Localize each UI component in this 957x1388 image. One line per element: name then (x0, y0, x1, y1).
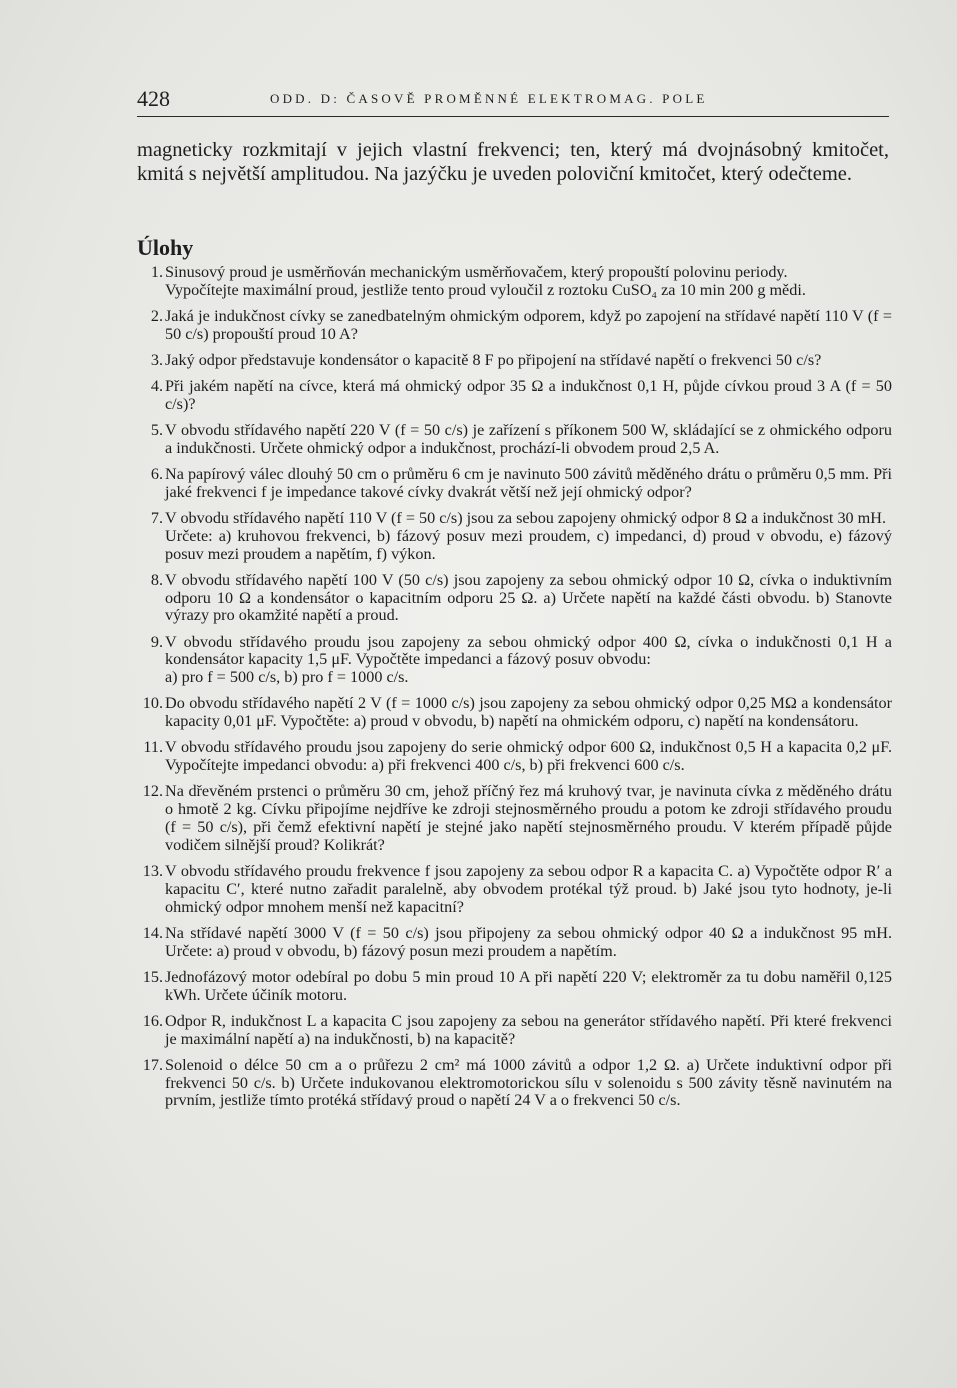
exercise-text: Určete: a) kruhovou frekvenci, b) fázový posuv mezi proudem, c) impedanci, d) proud v obvodu, e) fázový posuv mezi proudem a napětím, f) výkon. (165, 526, 892, 563)
exercise-item (137, 352, 892, 370)
exercise-text: a) pro f = 500 c/s, b) pro f = 1000 c/s. (165, 668, 409, 687)
exercise-text: Solenoid o délce 50 cm a o průřezu 2 cm² má 1000 závitů a odpor 1,2 Ω. a) Určete induktivní odpor při frekvenci 50 c/s. b) Určete indukovanou elektromotorickou sílu v solenoidu s 500 závity těsně navinutém na prvním, jestliže tímto protéká střídavý proud o napětí 24 V a o frekvenci 50 c/s. (165, 1055, 892, 1110)
exercise-text: Jednofázový motor odebíral po dobu 5 min proud 10 A při napětí 220 V; elektroměr za tu dobu naměřil 0,125 kWh. Určete účiník motoru. (165, 967, 892, 1004)
exercise-item (137, 695, 892, 731)
exercise-item (137, 634, 892, 687)
exercise-number: 11. (143, 738, 163, 757)
exercise-text: Sinusový proud je usměrňován mechanickým usměrňovačem, který propouští polovinu periody. (165, 263, 788, 281)
page-number: 428 (137, 86, 170, 111)
exercise-item (137, 739, 892, 775)
exercise-number: 6. (150, 465, 163, 484)
exercise-text: Při jakém napětí na cívce, která má ohmický odpor 35 Ω a indukčnost 0,1 H, půjde cívkou proud 3 A (f = 50 c/s)? (165, 377, 892, 413)
exercise-text: V obvodu střídavého proudu frekvence f jsou zapojeny za sebou odpor R a kapacita C. a) Vypočtěte odpor R′ a kapacitu C′, které nutno zařadit paralelně, aby obvodem protékal týž proud. b) Jaké jsou tyto hodnoty, je-li ohmický odpor mnohem menší než kapacitní? (165, 862, 892, 916)
exercise-number: 9. (150, 632, 163, 651)
exercise-text: Na střídavé napětí 3000 V (f = 50 c/s) jsou připojeny za sebou ohmický odpor 40 Ω a indukčnost 95 mH. Určete: a) proud v obvodu, b) fázový posun mezi proudem a napětím. (165, 923, 892, 960)
exercise-text: Jaká je indukčnost cívky se zanedbatelným ohmickým odporem, když po zapojení na střídavé napětí 110 V (f = 50 c/s) propouští proud 10 A? (165, 306, 892, 343)
exercise-text: Vypočítejte maximální proud, jestliže tento proud vyloučil z roztoku CuSO₄ za 10 min 200 g mědi. (165, 280, 806, 299)
exercise-text: V obvodu střídavého proudu jsou zapojeny do serie ohmický odpor 600 Ω, indukčnost 0,5 H a kapacita 0,2 μF. Vypočítejte impedanci obvodu: a) při frekvenci 400 c/s, b) při frekvenci 600 c/s. (165, 738, 892, 775)
exercise-number: 15. (142, 967, 163, 986)
exercise-text: Odpor R, indukčnost L a kapacita C jsou zapojeny za sebou na generátor střídavého napětí. Při které frekvenci je maximální napětí a) na indukčnosti, b) na kapacitě? (165, 1011, 892, 1048)
exercise-list (137, 264, 892, 1119)
exercise-item (137, 783, 892, 854)
exercise-item (137, 925, 892, 961)
exercise-number: 8. (150, 570, 163, 589)
exercise-number: 13. (142, 862, 163, 880)
exercise-item (137, 264, 892, 300)
exercise-item (137, 969, 892, 1005)
exercise-number: 2. (150, 306, 163, 325)
exercise-text: V obvodu střídavého napětí 110 V (f = 50 c/s) jsou za sebou zapojeny ohmický odpor 8 Ω a indukčnost 30 mH. (165, 509, 887, 528)
exercise-item (137, 863, 892, 916)
exercise-item (137, 422, 892, 458)
exercise-text: Jaký odpor představuje kondensátor o kapacitě 8 F po připojení na střídavé napětí o frekvenci 50 c/s? (165, 350, 822, 369)
exercise-item (137, 308, 892, 344)
exercise-item (137, 510, 892, 563)
exercise-number: 16. (142, 1011, 163, 1030)
exercise-number: 5. (150, 421, 163, 440)
exercise-number: 12. (142, 782, 163, 801)
exercise-item (137, 378, 892, 414)
exercise-number: 7. (150, 509, 163, 528)
section-title: Úlohy (137, 235, 194, 260)
exercise-text: V obvodu střídavého napětí 220 V (f = 50 c/s) je zařízení s příkonem 500 W, skládající se z ohmického odporu a indukčnosti. Určete ohmický odpor a indukčnost, prochází-li obvodem proud 2,5 A. (165, 421, 892, 457)
exercise-number: 10. (142, 694, 163, 713)
exercise-item (137, 572, 892, 625)
exercise-number: 17. (142, 1055, 163, 1074)
intro-paragraph: magneticky rozkmitají v jejich vlastní frekvenci; ten, který má dvojnásobný kmitočet, kmitá s největší amplitudou. Na jazýčku je uveden poloviční kmitočet, který odečteme. (137, 139, 889, 185)
exercise-text: Na dřevěném prstenci o průměru 30 cm, jehož příčný řez má kruhový tvar, je navinuta cívka z měděného drátu o hmotě 2 kg. Cívku připojíme nejdříve ke zdroji stejnosměrného proudu a potom ke zdroji střídavého proudu (f = 50 c/s), při čemž efektivní napětí je stejné jako napětí stejnosměrného proudu. V kterém případě půjde vodičem silnější proud? Kolikrát? (165, 782, 892, 854)
exercise-item (137, 1013, 892, 1049)
exercise-item (137, 466, 892, 502)
exercise-text: Do obvodu střídavého napětí 2 V (f = 1000 c/s) jsou zapojeny za sebou ohmický odpor 0,25 MΩ a kondensátor kapacity 0,01 μF. Vypočtěte: a) proud v obvodu, b) napětí na ohmickém odporu, c) napětí na kondensátoru. (165, 694, 892, 731)
exercise-text: Na papírový válec dlouhý 50 cm o průměru 6 cm je navinuto 500 závitů měděného drátu o průměru 0,5 mm. Při jaké frekvenci f je impedance takové cívky dvakrát větší než její ohmický odpor? (165, 465, 892, 501)
exercise-number: 3. (150, 350, 163, 369)
exercise-number: 1. (150, 263, 163, 281)
exercise-number: 14. (142, 923, 163, 942)
running-head: ODD. D: ČASOVĚ PROMĚNNÉ ELEKTROMAG. POLE (270, 91, 708, 106)
exercise-item (137, 1057, 892, 1110)
page-header (137, 86, 889, 117)
exercise-text: V obvodu střídavého napětí 100 V (50 c/s) jsou zapojeny za sebou ohmický odpor 10 Ω, cívka o induktivním odporu 10 Ω a kondensátor o kapacitním odporu 25 Ω. a) Určete napětí na každé části obvodu. b) Stanovte výrazy pro okamžité napětí a proud. (165, 570, 892, 625)
exercise-text: V obvodu střídavého proudu jsou zapojeny za sebou ohmický odpor 400 Ω, cívka o indukčnosti 0,1 H a kondensátor kapacity 1,5 μF. Vypočtěte impedanci a fázový posuv obvodu: (165, 632, 892, 669)
exercise-number: 4. (150, 377, 163, 396)
